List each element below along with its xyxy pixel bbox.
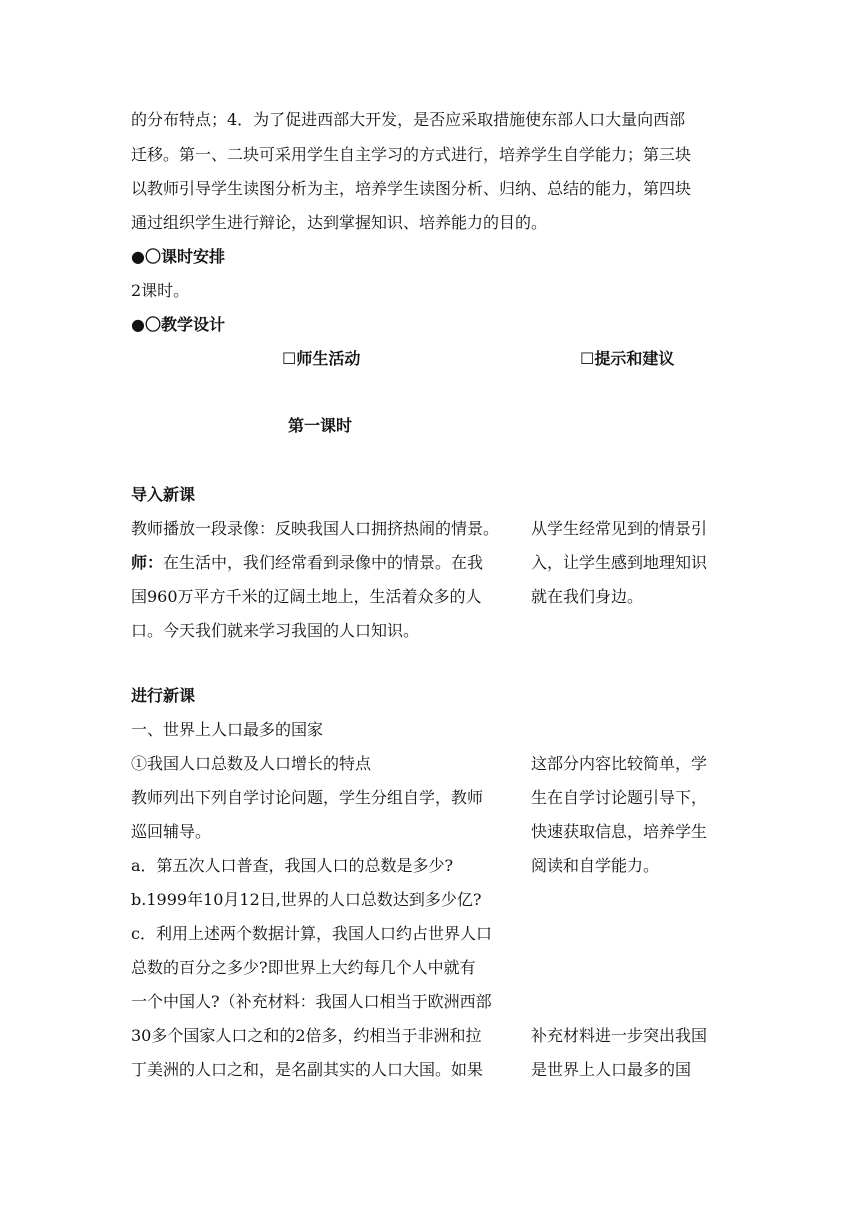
intro-activity-line-4: 口。今天我们就来学习我国的人口知识。 xyxy=(131,621,420,640)
new-activity-line-3: 巡回辅导。 xyxy=(131,822,212,841)
schedule-heading: ●〇课时安排 xyxy=(131,247,225,266)
column-header-tips: ☐提示和建议 xyxy=(580,349,675,368)
new-activity-line-6: c．利用上述两个数据计算，我国人口约占世界人口 xyxy=(131,924,492,943)
new-tip-a-line-2: 生在自学讨论题引导下， xyxy=(531,788,708,807)
new-tip-b-line-1: 补充材料进一步突出我国 xyxy=(531,1026,708,1045)
column-header-activities: ☐师生活动 xyxy=(282,349,361,368)
intro-activity-line-2-text: 在生活中，我们经常看到录像中的情景。在我 xyxy=(163,553,484,572)
new-activity-line-4: a．第五次人口普查，我国人口的总数是多少? xyxy=(131,856,454,875)
intro-activity-line-3: 国960万平方千米的辽阔土地上，生活着众多的人 xyxy=(131,587,482,606)
new-activity-line-8: 一个中国人?（补充材料：我国人口相当于欧洲西部 xyxy=(131,992,492,1011)
new-tip-b-line-2: 是世界上人口最多的国 xyxy=(531,1060,692,1079)
new-activity-line-9: 30多个国家人口之和的2倍多，约相当于非洲和拉 xyxy=(131,1026,482,1045)
section-heading-intro: 导入新课 xyxy=(131,485,196,504)
new-tip-a-line-4: 阅读和自学能力。 xyxy=(531,856,660,875)
intro-activity-line-2 xyxy=(131,553,483,573)
intro-line-2: 迁移。第一、二块可采用学生自主学习的方式进行，培养学生自学能力；第三块 xyxy=(131,145,692,164)
new-activity-line-10: 丁美洲的人口之和，是名副其实的人口大国。如果 xyxy=(131,1060,484,1079)
section-subheading: 一、世界上人口最多的国家 xyxy=(131,720,324,739)
new-activity-line-5: b.1999年10月12日,世界的人口总数达到多少亿? xyxy=(131,890,482,909)
intro-line-4: 通过组织学生进行辩论，达到掌握知识、培养能力的目的。 xyxy=(131,213,548,232)
schedule-text: 2课时。 xyxy=(131,281,190,300)
new-tip-a-line-1: 这部分内容比较简单，学 xyxy=(531,754,708,773)
new-activity-line-7: 总数的百分之多少?即世界上大约每几个人中就有 xyxy=(131,958,476,977)
intro-activity-line-1: 教师播放一段录像：反映我国人口拥挤热闹的情景。 xyxy=(131,519,500,538)
new-activity-line-2: 教师列出下列自学讨论问题，学生分组自学，教师 xyxy=(131,788,484,807)
new-tip-a-line-3: 快速获取信息，培养学生 xyxy=(531,822,708,841)
lesson-title: 第一课时 xyxy=(288,416,353,435)
teacher-label: 师： xyxy=(131,553,164,572)
intro-line-1: 的分布特点；4．为了促进西部大开发，是否应采取措施使东部人口大量向西部 xyxy=(131,110,686,129)
intro-line-3: 以教师引导学生读图分析为主，培养学生读图分析、归纳、总结的能力，第四块 xyxy=(131,179,692,198)
intro-tip-line-2: 入，让学生感到地理知识 xyxy=(531,553,708,572)
section-heading-new: 进行新课 xyxy=(131,686,196,705)
intro-tip-line-3: 就在我们身边。 xyxy=(531,587,644,606)
design-heading: ●〇教学设计 xyxy=(131,315,225,334)
intro-tip-line-1: 从学生经常见到的情景引 xyxy=(531,519,708,538)
new-activity-line-1: ①我国人口总数及人口增长的特点 xyxy=(131,754,372,773)
